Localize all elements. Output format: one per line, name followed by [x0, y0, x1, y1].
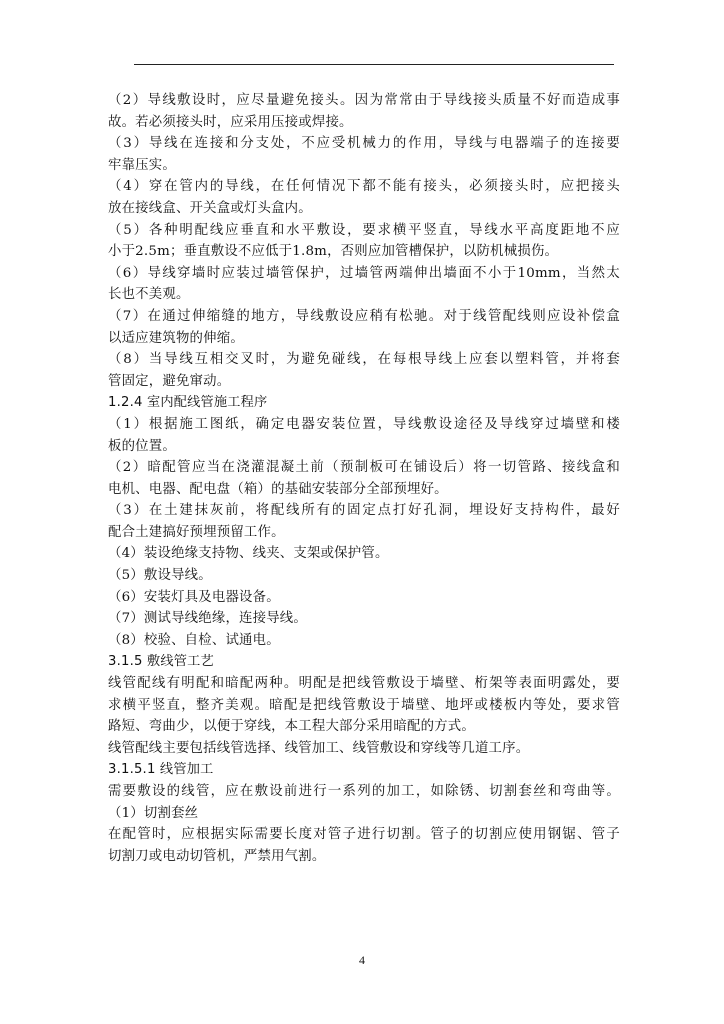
subsection-heading: （1）切割套丝	[108, 805, 199, 821]
page-number: 4	[359, 953, 365, 967]
paragraph-line: （5）各种明配线应垂直和水平敷设，要求横平竖直，导线水平高度距地不应	[108, 222, 620, 238]
paragraph-line: 牢靠压实。	[108, 157, 176, 173]
paragraph-line: 路短、弯曲少，以便于穿线，本工程大部分采用暗配的方式。	[108, 719, 475, 735]
list-item: （4）装设绝缘支持物、线夹、支架或保护管。	[108, 546, 389, 562]
paragraph-line: 管固定，避免窜动。	[108, 373, 231, 389]
paragraph-line: 长也不美观。	[108, 287, 190, 303]
section-heading: 1.2.4 室内配线管施工程序	[108, 395, 268, 411]
paragraph-line: （4）穿在管内的导线，在任何情况下都不能有接头，必须接头时，应把接头	[108, 179, 620, 195]
paragraph-line: 故。若必须接头时，应采用压接或焊接。	[108, 114, 353, 130]
paragraph-line: （6）导线穿墙时应装过墙管保护，过墙管两端伸出墙面不小于10mm，当然太	[108, 265, 620, 281]
paragraph-line: 切割刀或电动切管机，严禁用气割。	[108, 848, 326, 864]
paragraph-line: （2）暗配管应当在浇灌混凝土前（预制板可在铺设后）将一切管路、接线盒和	[108, 460, 620, 476]
paragraph-line: 线管配线主要包括线管选择、线管加工、线管敷设和穿线等几道工序。	[108, 740, 530, 756]
list-item: （6）安装灯具及电器设备。	[108, 589, 280, 605]
paragraph-line: （7）在通过伸缩缝的地方，导线敷设应稍有松驰。对于线管配线则应设补偿盒	[108, 308, 620, 324]
list-item: （5）敷设导线。	[108, 568, 212, 584]
paragraph-line: 板的位置。	[108, 438, 176, 454]
paragraph-line: （3）在土建抹灰前，将配线所有的固定点打好孔洞，埋设好支持构件，最好	[108, 503, 620, 519]
paragraph-line: 线管配线有明配和暗配两种。明配是把线管敷设于墙壁、桁架等表面明露处，要	[108, 676, 620, 692]
paragraph-line: 需要敷设的线管，应在敷设前进行一系列的加工，如除锈、切割套丝和弯曲等。	[108, 784, 620, 799]
paragraph-line: 电机、电器、配电盘（箱）的基础安装部分全部预埋好。	[108, 481, 448, 497]
section-heading: 3.1.5.1 线管加工	[108, 762, 214, 778]
paragraph-line: （1）根据施工图纸，确定电器安装位置，导线敷设途径及导线穿过墙壁和楼	[108, 416, 620, 432]
document-body	[108, 90, 620, 867]
paragraph-line: 配合土建搞好预埋预留工作。	[108, 524, 285, 540]
paragraph-line: （2）导线敷设时，应尽量避免接头。因为常常由于导线接头质量不好而造成事	[108, 93, 620, 108]
paragraph-line: （8）当导线互相交叉时，为避免碰线，在每根导线上应套以塑料管，并将套	[108, 352, 620, 368]
paragraph-line: 小于2.5m；垂直敷设不应低于1.8m，否则应加管槽保护，以防机械损伤。	[108, 244, 559, 260]
list-item: （8）校验、自检、试通电。	[108, 632, 280, 648]
paragraph-line: 放在接线盒、开关盒或灯头盒内。	[108, 200, 312, 216]
list-item: （7）测试导线绝缘，连接导线。	[108, 611, 307, 627]
paragraph-line: （3）导线在连接和分支处，不应受机械力的作用，导线与电器端子的连接要	[108, 136, 620, 152]
paragraph-line: 求横平竖直，整齐美观。暗配是把线管敷设于墙壁、地坪或楼板内等处，要求管	[108, 697, 620, 713]
section-heading: 3.1.5 敷线管工艺	[108, 654, 214, 670]
paragraph-line: 在配管时，应根据实际需要长度对管子进行切割。管子的切割应使用钢锯、管子	[108, 827, 620, 843]
header-rule	[134, 64, 614, 65]
paragraph-line: 以适应建筑物的伸缩。	[108, 330, 244, 346]
